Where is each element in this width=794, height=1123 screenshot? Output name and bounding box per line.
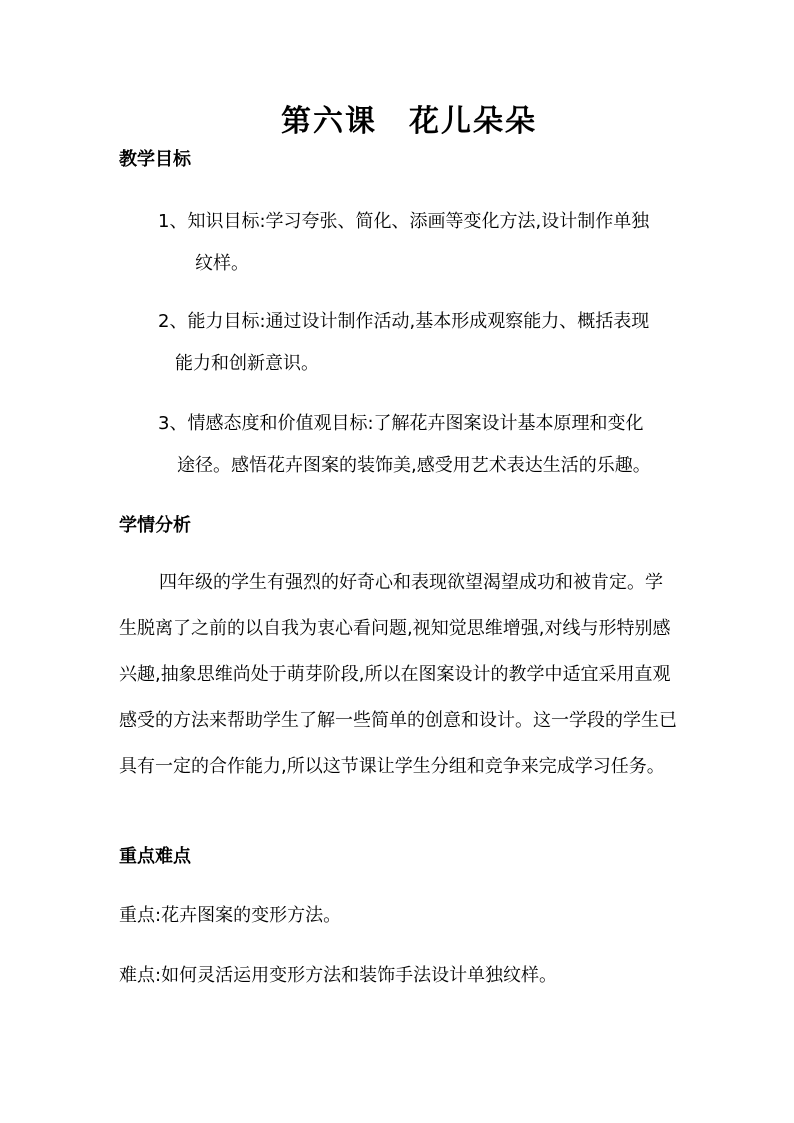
objective-item-2 (158, 310, 670, 376)
objective-item-1-line1: 1、知识目标:学习夸张、简化、添画等变化方法,设计制作单独 (158, 211, 650, 232)
objective-item-3-line1: 3、情感态度和价值观目标:了解花卉图案设计基本原理和变化 (158, 413, 644, 434)
objective-item-2-line1: 2、能力目标:通过设计制作活动,基本形成观察能力、概括表现 (158, 311, 650, 332)
objective-item-2-line2: 能力和创新意识。 (175, 353, 319, 374)
objective-item-1 (158, 210, 670, 276)
analysis-paragraph: 四年级的学生有强烈的好奇心和表现欲望渴望成功和被肯定。学生脱离了之前的以自我为衷心看问题,视知觉思维增强,对线与形特别感兴趣,抽象思维尚处于萌芽阶段,所以在图案设计的教学中适宜采用直观感受的方法来帮助学生了解一些简单的创意和设计。这一学段的学生已具有一定的合作能力,所以这节课让学生分组和竞争来完成学习任务。 (119, 572, 677, 777)
key-point-text: 重点:花卉图案的变形方法。 (119, 905, 342, 926)
page-title: 第六课 花儿朵朵 (281, 104, 537, 139)
difficulty-text: 难点:如何灵活运用变形方法和装饰手法设计单独纹样。 (119, 965, 558, 986)
objective-item-1-line2: 纹样。 (195, 253, 249, 274)
section-heading-objectives: 教学目标 (119, 149, 191, 170)
section-heading-analysis: 学情分析 (119, 515, 191, 536)
objective-item-3-line2: 途径。感悟花卉图案的装饰美,感受用艺术表达生活的乐趣。 (177, 455, 651, 476)
section-heading-key-points: 重点难点 (119, 846, 191, 867)
objective-item-3 (158, 412, 670, 478)
